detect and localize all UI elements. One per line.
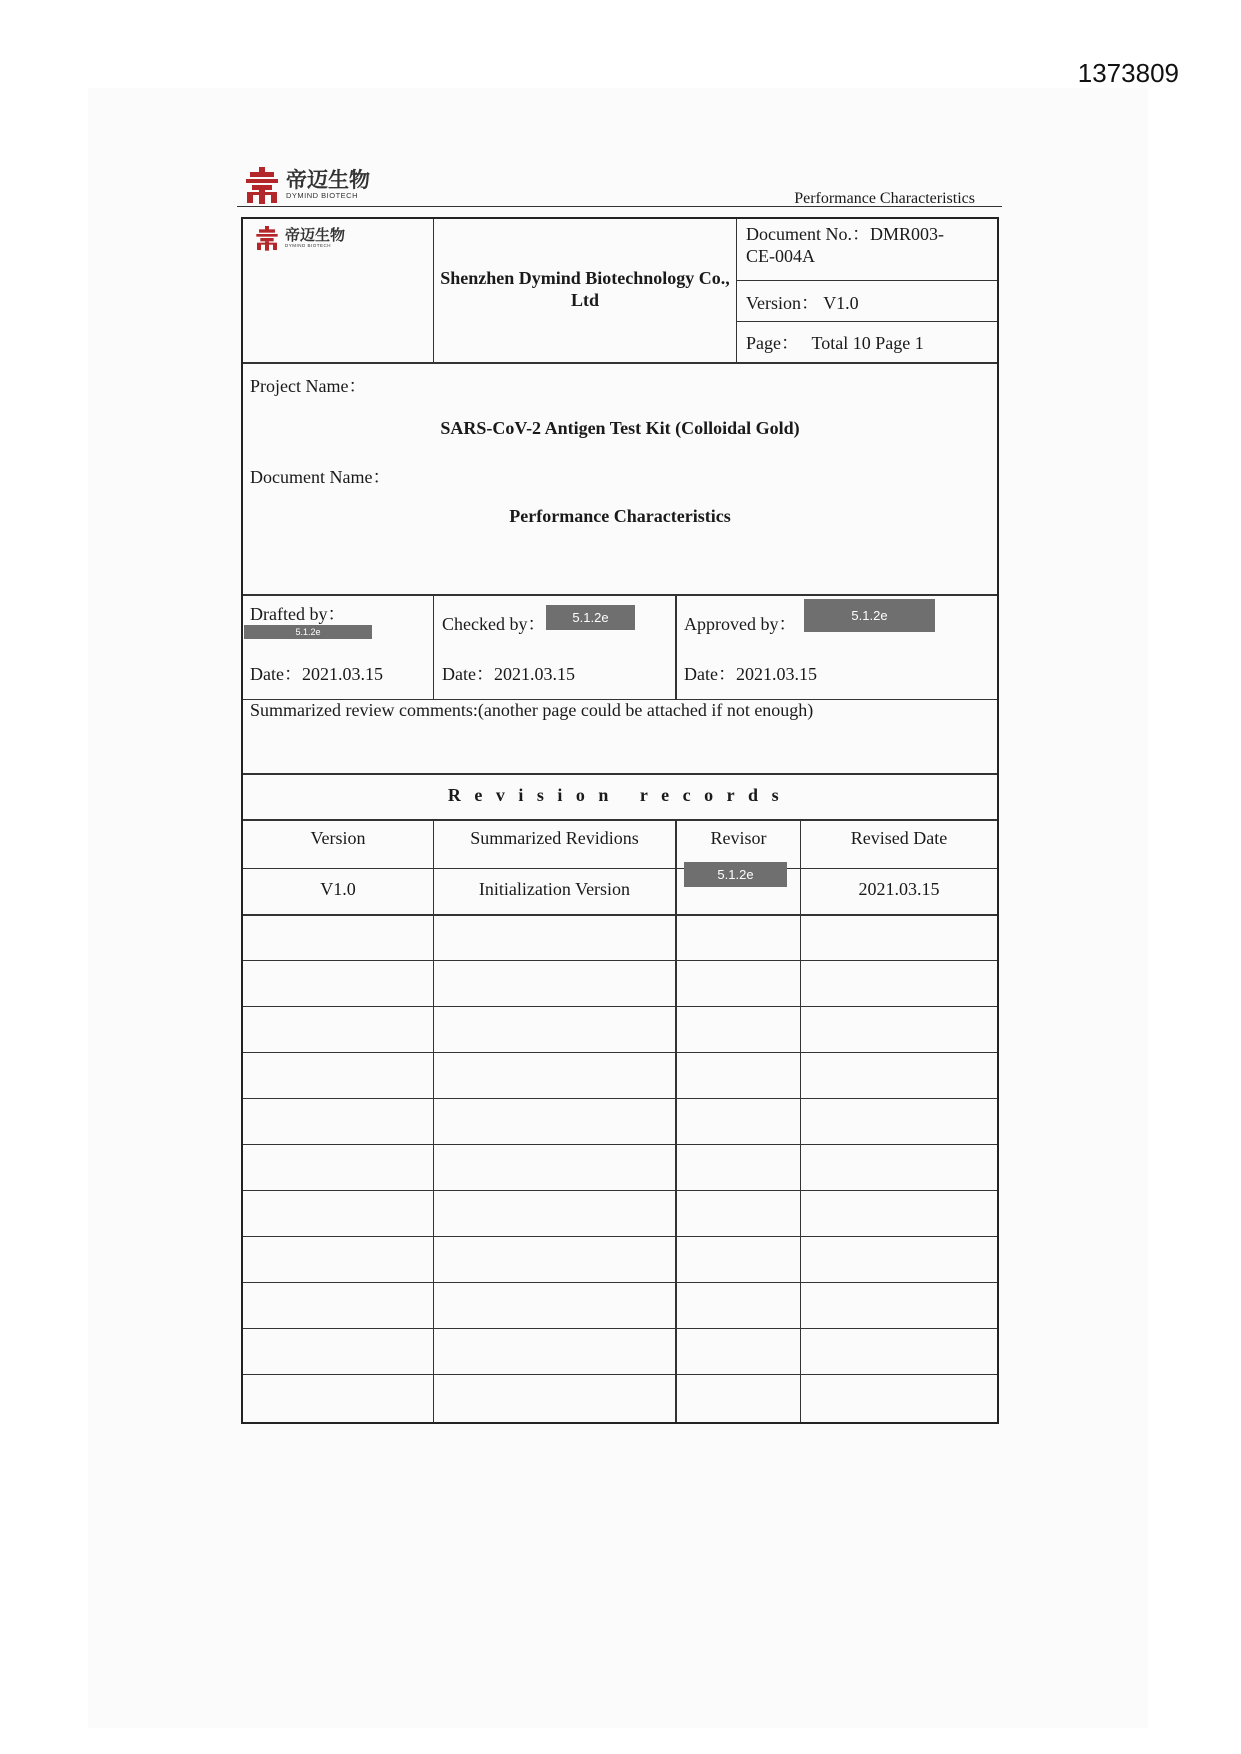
revision-records-title: Revision records [447,785,793,805]
row-summary: Initialization Version [478,879,631,899]
grid-line [243,819,997,821]
checked-by-redaction: 5.1.2e [546,605,635,630]
document-number-label: Document No.： [746,224,870,244]
grid-line [800,819,801,1422]
column-header-version: Version [310,828,366,848]
grid-line [736,219,737,362]
approved-by-label: Approved by： [684,614,797,634]
project-name-label: Project Name： [250,376,367,396]
grid-line [243,1190,997,1191]
document-name: Performance Characteristics [509,506,731,526]
grid-line [736,321,997,322]
logo-chinese-name: 帝迈生物 [286,168,370,193]
drafted-date: Date：2021.03.15 [250,664,383,684]
grid-line [243,1006,997,1007]
grid-line [243,914,997,916]
logo-english-name: DYMIND BIOTECH [286,191,359,201]
page-value: Total 10 Page 1 [811,333,924,353]
drafted-by-label: Drafted by： [250,604,346,624]
row-revised-date: 2021.03.15 [858,879,940,899]
document-name-label: Document Name： [250,467,391,487]
company-name: Shenzhen Dymind Biotechnology Co., Ltd [440,268,730,310]
document-control-form [241,217,999,1424]
header-document-title: Performance Characteristics [794,190,975,207]
grid-line [243,1236,997,1237]
dymind-logo-icon [244,166,280,204]
approved-date: Date：2021.03.15 [684,664,817,684]
dymind-logo-icon [255,225,279,251]
row-revisor-redaction: 5.1.2e [684,862,787,887]
checked-by-label: Checked by： [442,614,546,634]
column-header-summary: Summarized Revidions [470,828,639,848]
grid-line [736,280,997,281]
checked-date: Date：2021.03.15 [442,664,575,684]
grid-line [243,362,997,364]
column-header-revisor: Revisor [710,828,767,848]
logo-chinese-name: 帝迈生物 [285,225,346,244]
review-comments: Summarized review comments:(another page could be attached if not enough) [250,700,814,720]
header-rule [237,206,1002,207]
grid-line [243,1098,997,1099]
grid-line [243,960,997,961]
row-version: V1.0 [320,879,356,899]
grid-line [433,819,434,1422]
page-label: Page： [746,333,799,353]
grid-line [243,773,997,775]
grid-line [243,868,997,869]
form-logo [255,225,345,251]
project-name: SARS-CoV-2 Antigen Test Kit (Colloidal Gold) [440,418,800,438]
approved-by-redaction: 5.1.2e [804,599,935,632]
document-id: 1373809 [1077,58,1179,88]
grid-line [243,594,997,596]
version-field [746,289,859,315]
grid-line [243,1052,997,1053]
version-value: V1.0 [823,293,859,313]
page-field [746,329,924,355]
grid-line [243,1144,997,1145]
grid-line [243,1282,997,1283]
grid-line [675,819,677,1422]
grid-line [433,594,434,699]
document-number-field [746,223,944,267]
document-number-value: DMR003- CE-004A [746,224,944,266]
header-logo [244,166,370,204]
grid-line [675,594,677,699]
grid-line [243,1328,997,1329]
drafted-by-redaction: 5.1.2e [244,625,372,639]
logo-english-name: DYMIND BIOTECH [285,242,332,248]
grid-line [243,1374,997,1375]
column-header-revised-date: Revised Date [850,828,948,848]
version-label: Version： [746,293,819,313]
